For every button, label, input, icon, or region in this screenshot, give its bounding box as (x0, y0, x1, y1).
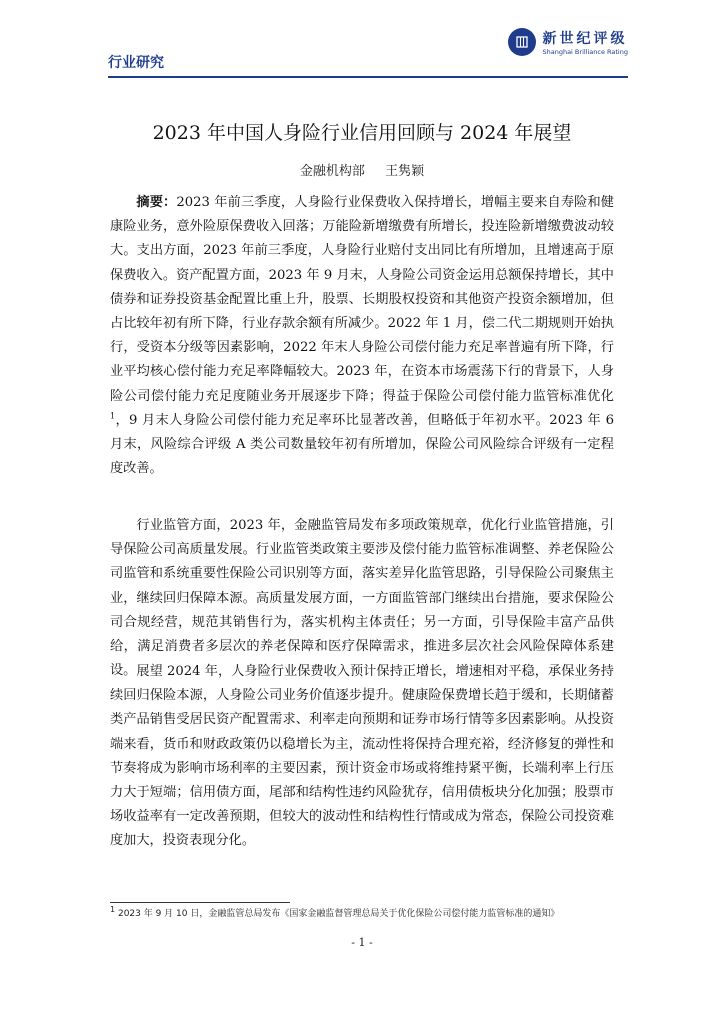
author-line (0, 160, 724, 179)
company-logo (508, 28, 628, 56)
page-header (108, 28, 628, 78)
department: 金融机构部 (299, 164, 365, 179)
footnote-divider (110, 902, 290, 903)
footnote-text: 2023 年 9 月 10 日，金融监管总局发布《国家金融监督管理总局关于优化保险公司偿付能力监管标准的通知》 (117, 909, 560, 919)
section-label: 行业研究 (108, 55, 164, 71)
building-emblem-icon (508, 28, 536, 56)
outlook-paragraph: 展望 2024 年，人身险行业保费收入预计保持正增长，增速相对平稳，承保业务持续回归保险本源，人身险公司业务价值逐步提升。健康险保费增长趋于缓和，长期储蓄类产品销售受居民资产配置需求、利率走向预期和证券市场行情等多因素影响。从投资端来看，货币和财政政策仍以稳增长为主，流动性将保持合理充裕，经济修复的弹性和节奏将成为影响市场利率的主要因素，预计资金市场或将维持紧平衡，长端利率上行压力大于短端；信用债方面，尾部和结构性违约风险犹存，信用债板块分化加强；股票市场收益率有一定改善预期，但较大的波动性和结构性行情或成为常态，保险公司投资难度加大，投资表现分化。 (110, 664, 614, 849)
footnote-ref[interactable]: 1 (110, 411, 116, 421)
abstract-paragraph (110, 191, 614, 481)
header-divider (108, 76, 628, 78)
document-title: 2023 年中国人身险行业信用回顾与 2024 年展望 (152, 122, 572, 144)
footnote-number: 1 (110, 905, 116, 914)
footnote (110, 905, 614, 921)
regulation-paragraph: 行业监管方面，2023 年，金融监管局发布多项政策规章，优化行业监管措施，引导保险公司高质量发展。行业监管类政策主要涉及偿付能力监管标准调整、养老保险公司监管和系统重要性保险公司识别等方面，落实差异化监管思路，引导保险公司聚焦主业，继续回归保障本源。高质量发展方面，一方面监管部门继续出台措施，要求保险公司合规经营，规范其销售行为，落实机构主体责任；另一方面，引导保险丰富产品供给，满足消费者多层次的养老保障和医疗保障需求，推进多层次社会风险保障体系建设。 (110, 518, 614, 679)
page-number: - 1 - (351, 936, 373, 949)
logo-chinese-name: 新世纪评级 (542, 31, 628, 47)
abstract-lead: 摘要： (136, 195, 177, 210)
abstract-text-a: 2023 年前三季度，人身险行业保费收入保持增长，增幅主要来自寿险和健康险业务，意外险原保费收入回落；万能险新增缴费有所增长，投连险新增缴费波动较大。支出方面，2023 年前三季度，人身险行业赔付支出同比有所增加，且增速高于原保费收入。资产配置方面，2023 年 9 月末，人身险公司资金运用总额保持增长，其中债券和证券投资基金配置比重上升，股票、长期股权投资和其他资产投资余额增加，但占比较年初有所下降，行业存款余额有所减少。2022 年 1 月，偿二代二期规则开始执行，受资本分级等因素影响，2022 年末人身险公司偿付能力充足率普遍有所下降，行业平均核心偿付能力充足率降幅较大。2023 年，在资本市场震荡下行的背景下，人身险公司偿付能力充足度随业务开展逐步下降；得益于保险公司偿付能力监管标准优化 (110, 195, 614, 404)
logo-english-name: Shanghai Brilliance Rating (542, 48, 628, 56)
abstract-text-b: ，9 月末人身险公司偿付能力充足率环比显著改善，但略低于年初水平。2023 年 6 月末，风险综合评级 A 类公司数量较年初有所增加，保险公司风险综合评级有一定程度改善。 (110, 412, 614, 477)
author-name: 王隽颖 (385, 164, 425, 179)
